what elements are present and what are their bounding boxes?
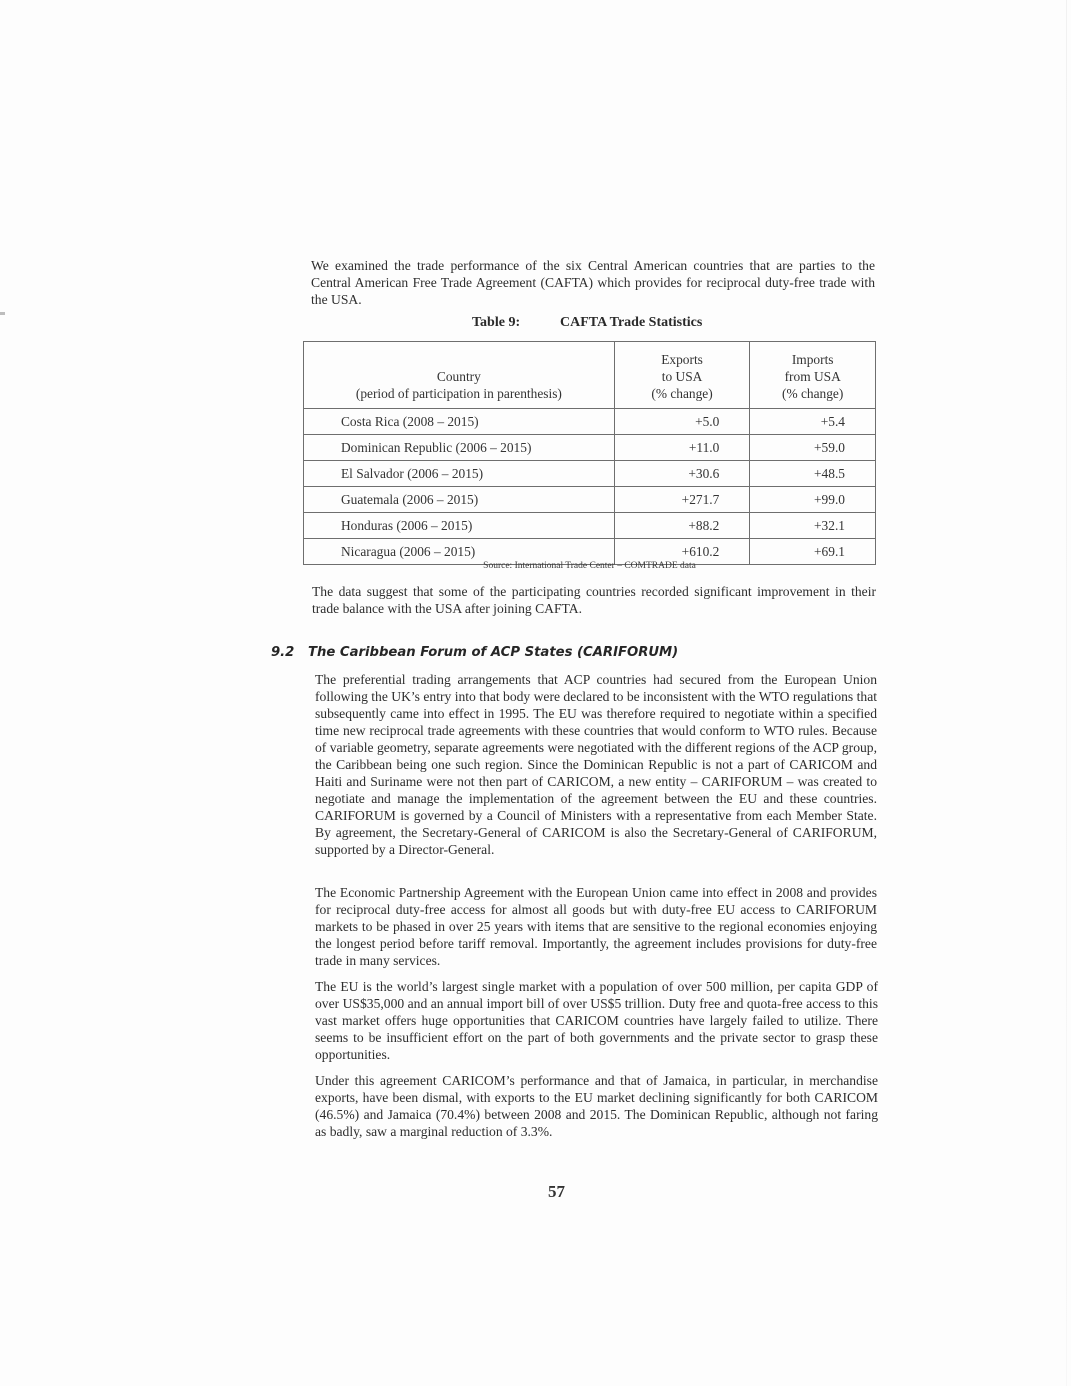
- header-exports: [614, 342, 750, 409]
- header-imports: [750, 342, 876, 409]
- scan-edge: [1066, 0, 1067, 1386]
- suggest-paragraph: The data suggest that some of the participating countries recorded significant improvement in their trade balance with the USA after joining CAFTA.: [312, 584, 876, 616]
- header-exports-line3: (% change): [651, 386, 713, 401]
- header-exports-line2: to USA: [661, 369, 703, 384]
- table-row: [304, 487, 876, 513]
- cell-exports: +11.0: [614, 435, 750, 461]
- cell-exports: +88.2: [614, 513, 750, 539]
- cell-imports: +69.1: [750, 539, 876, 565]
- body-paragraph: The Economic Partnership Agreement with the European Union came into effect in 2008 and provides for reciprocal duty-free access for almost all goods but with duty-free EU access to CARIFORUM markets to be phased in over 25 years with items that are sensitive to the regional economies enjoying the longest period before tariff removal. Importantly, the agreement includes provisions for duty-free trade in many services.: [315, 885, 877, 968]
- header-country: [304, 342, 615, 409]
- body-paragraph: The EU is the world’s largest single market with a population of over 500 million, per capita GDP of over US$35,000 and an annual import bill of over US$5 trillion. Duty free and quota-free access to this vast market offers huge opportunities that CARICOM countries have largely failed to utilize. There seems to be insufficient effort on the part of both governments and the private sector to grasp these opportunities.: [315, 979, 878, 1062]
- header-country-line2: (period of participation in parenthesis): [355, 386, 562, 401]
- section-number: 9.2: [271, 645, 295, 660]
- table-source-note: Source: International Trade Center – COMTRADE data: [483, 561, 696, 571]
- cell-imports: +99.0: [750, 487, 876, 513]
- cell-imports: +32.1: [750, 513, 876, 539]
- cell-country: Honduras (2006 – 2015): [304, 513, 615, 539]
- cell-exports: +30.6: [614, 461, 750, 487]
- header-country-line1: Country: [436, 369, 481, 384]
- scan-mark: [0, 312, 5, 315]
- cell-country: Guatemala (2006 – 2015): [304, 487, 615, 513]
- body-paragraph: Under this agreement CARICOM’s performance and that of Jamaica, in particular, in merchandise exports, have been dismal, with exports to the EU market declining significantly for both CARICOM (46.5%) and Jamaica (70.4%) between 2008 and 2015. The Dominican Republic, although not faring as badly, saw a marginal reduction of 3.3%.: [315, 1073, 878, 1139]
- table-row: [304, 409, 876, 435]
- cell-country: El Salvador (2006 – 2015): [304, 461, 615, 487]
- cell-exports: +271.7: [614, 487, 750, 513]
- cafta-trade-table: [303, 341, 876, 565]
- cell-imports: +59.0: [750, 435, 876, 461]
- header-imports-line3: (% change): [782, 386, 844, 401]
- page-number: 57: [548, 1182, 565, 1201]
- cell-country: Costa Rica (2008 – 2015): [304, 409, 615, 435]
- cell-country: Nicaragua (2006 – 2015): [304, 539, 615, 565]
- header-imports-line2: from USA: [784, 369, 841, 384]
- cell-imports: +5.4: [750, 409, 876, 435]
- body-paragraph: The preferential trading arrangements that ACP countries had secured from the European Union following the UK’s entry into that body were declared to be inconsistent with the WTO regulations that subsequently came into effect in 1995. The EU was therefore required to negotiate within a specified time new reciprocal trade agreements with these countries that would conform to WTO rules. Because of variable geometry, separate agreements were negotiated with the different regions of the ACP group, the Caribbean being one such region. Since the Dominican Republic is not a part of CARICOM and Haiti and Suriname were not then part of CARICOM, a new entity – CARIFORUM – was created to negotiate and manage the implementation of the agreement between the EU and these countries. CARIFORUM is governed by a Council of Ministers with a representative from each Member State. By agreement, the Secretary-General of CARICOM is also the Secretary-General of CARIFORUM, supported by a Director-General.: [315, 672, 878, 857]
- intro-paragraph: We examined the trade performance of the six Central American countries that are parties to the Central American Free Trade Agreement (CAFTA) which provides for reciprocal duty-free trade with the USA.: [311, 258, 875, 307]
- cell-exports: +5.0: [614, 409, 750, 435]
- cell-country: Dominican Republic (2006 – 2015): [304, 435, 615, 461]
- section-title: The Caribbean Forum of ACP States (CARIFORUM): [308, 645, 679, 660]
- table-caption-label: Table 9:: [472, 315, 521, 330]
- table-row: [304, 435, 876, 461]
- cell-exports: +610.2: [614, 539, 750, 565]
- table-row: [304, 513, 876, 539]
- header-imports-line1: Imports: [791, 352, 834, 367]
- cell-imports: +48.5: [750, 461, 876, 487]
- header-exports-line1: Exports: [661, 352, 703, 367]
- table-row: [304, 461, 876, 487]
- table-header-row: [304, 342, 876, 409]
- table-caption-title: CAFTA Trade Statistics: [560, 315, 703, 330]
